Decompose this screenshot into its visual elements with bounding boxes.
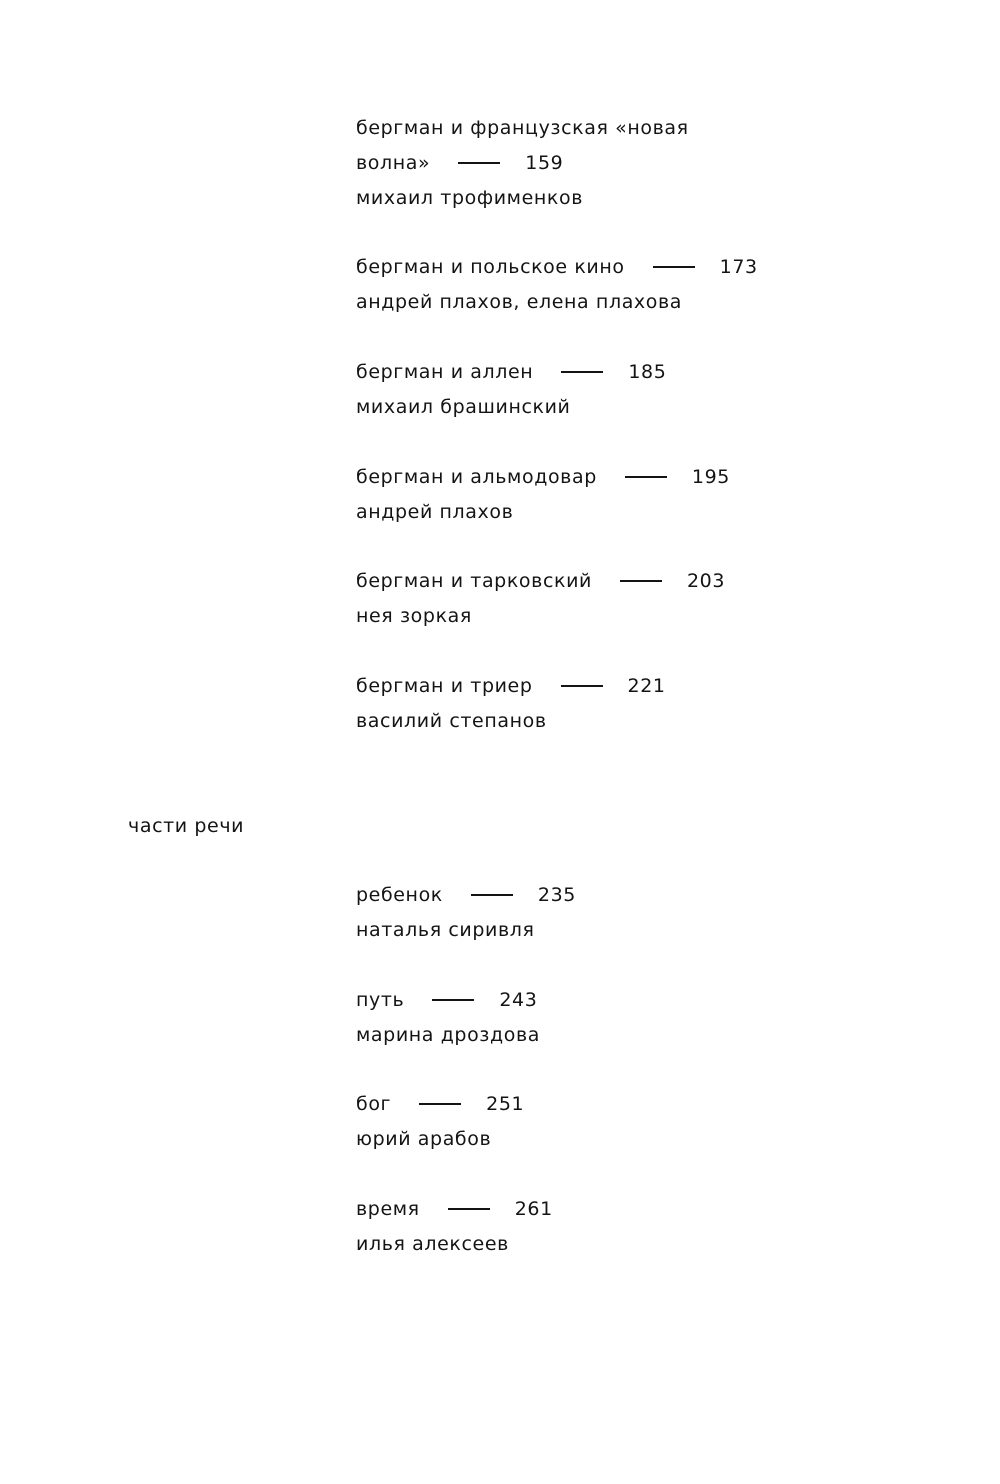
dash-separator <box>561 685 603 687</box>
page-number: 221 <box>627 675 666 697</box>
toc-entry <box>356 460 730 530</box>
page-number: 235 <box>537 884 576 906</box>
toc-entry <box>356 983 540 1053</box>
toc-entry <box>356 250 758 320</box>
section-heading: части речи <box>128 815 245 837</box>
entry-author: андрей плахов <box>356 501 514 523</box>
entry-title: ребенок <box>356 884 443 906</box>
dash-separator <box>620 580 662 582</box>
entry-title: бог <box>356 1093 392 1115</box>
entry-title: бергман и польское кино <box>356 256 625 278</box>
toc-entry <box>356 878 576 948</box>
entry-author: нея зоркая <box>356 605 472 627</box>
dash-separator <box>471 894 513 896</box>
entry-title: бергман и аллен <box>356 361 534 383</box>
entry-title: путь <box>356 989 405 1011</box>
toc-entry <box>356 669 666 739</box>
page-number: 173 <box>719 256 758 278</box>
dash-separator <box>458 162 500 164</box>
dash-separator <box>432 999 474 1001</box>
page-number: 159 <box>525 152 564 174</box>
toc-entry <box>356 564 725 634</box>
entry-author: марина дроздова <box>356 1024 541 1046</box>
dash-separator <box>561 371 603 373</box>
toc-entry <box>356 111 689 216</box>
entry-title: время <box>356 1198 420 1220</box>
dash-separator <box>625 476 667 478</box>
page-number: 261 <box>514 1198 553 1220</box>
entry-title: бергман и альмодовар <box>356 466 597 488</box>
dash-separator <box>448 1208 490 1210</box>
entry-author: михаил трофименков <box>356 187 583 209</box>
dash-separator <box>653 266 695 268</box>
entry-title: бергман и триер <box>356 675 533 697</box>
page-number: 185 <box>628 361 667 383</box>
entry-author: василий степанов <box>356 710 547 732</box>
toc-entry <box>356 355 666 425</box>
page-number: 251 <box>486 1093 525 1115</box>
page-number: 195 <box>691 466 730 488</box>
toc-entry <box>356 1192 553 1262</box>
entry-title: бергман и французская «новая <box>356 117 689 139</box>
dash-separator <box>419 1103 461 1105</box>
entry-author: михаил брашинский <box>356 396 571 418</box>
entry-author: илья алексеев <box>356 1233 509 1255</box>
page-number: 243 <box>499 989 538 1011</box>
entry-author: наталья сиривля <box>356 919 535 941</box>
toc-entry <box>356 1087 524 1157</box>
entry-title: бергман и тарковский <box>356 570 592 592</box>
entry-title: волна» <box>356 152 431 174</box>
entry-author: андрей плахов, елена плахова <box>356 291 683 313</box>
entry-author: юрий арабов <box>356 1128 492 1150</box>
page-number: 203 <box>686 570 726 592</box>
